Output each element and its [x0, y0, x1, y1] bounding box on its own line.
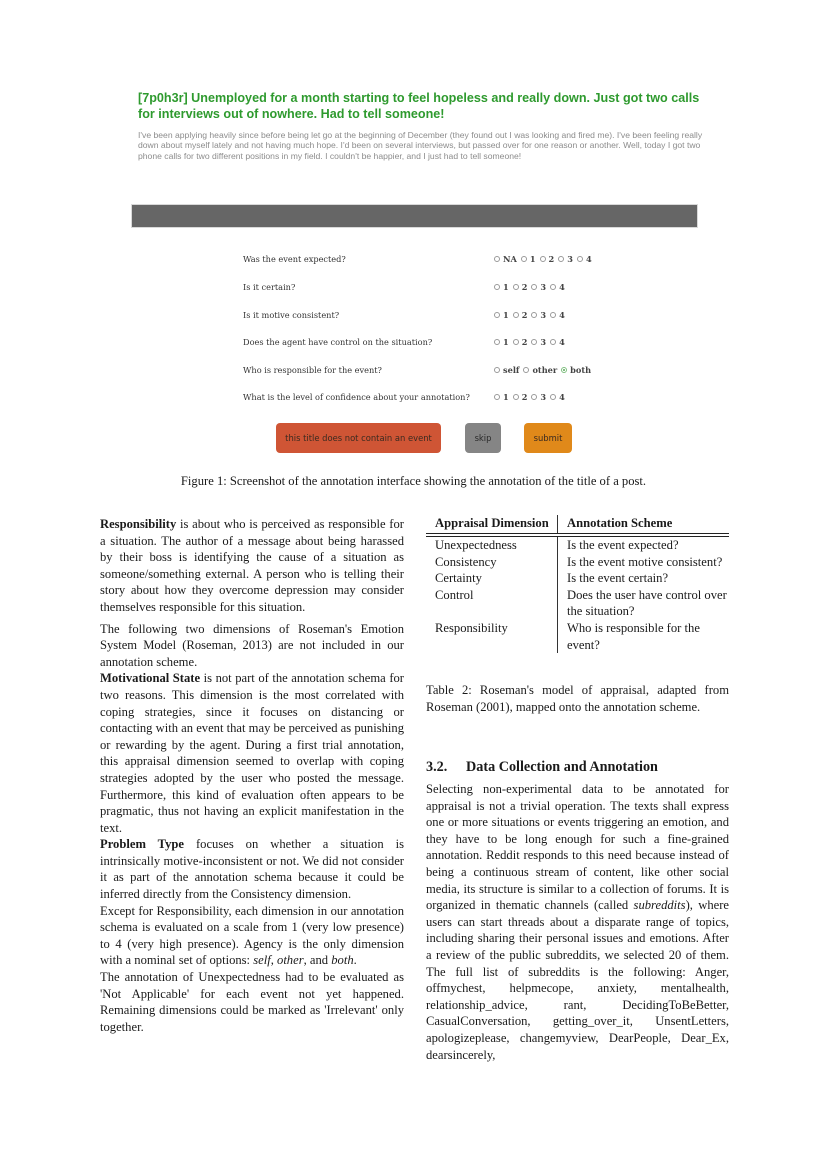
- radio-option[interactable]: [494, 282, 509, 292]
- term-problem-type: Problem Type: [100, 837, 185, 852]
- radio-label: 4: [559, 310, 565, 320]
- cell-scheme: Is the event expected?: [557, 537, 729, 554]
- radio-label: 1: [503, 282, 509, 292]
- question-row: [243, 365, 643, 379]
- section-body: [426, 781, 729, 1063]
- paragraph-data-collection: [426, 781, 729, 1063]
- figure-caption: Figure 1: Screenshot of the annotation interface showing the annotation of the title of a post.: [180, 474, 647, 488]
- radio-option[interactable]: [513, 337, 528, 347]
- radio-option[interactable]: [550, 282, 565, 292]
- skip-button[interactable]: skip: [465, 423, 501, 453]
- section-number: 3.2.: [426, 759, 448, 775]
- radio-checked-icon[interactable]: [561, 367, 567, 373]
- radio-option[interactable]: [550, 337, 565, 347]
- radio-label: 1: [503, 310, 509, 320]
- radio-option[interactable]: [494, 254, 517, 264]
- cell-dimension: Unexpectedness: [435, 538, 517, 552]
- post-body: I've been applying heavily since before being let go at the beginning of December (they found out I was looking and fired me). I've been feeling really down about myself lately and not having much hope. I'd been on several interviews, but passed over for one reason or another. Well, today I got two phone calls for two different positions in my field. I couldn't be happier, and I just had to tell someone!: [138, 130, 703, 161]
- radio-option[interactable]: [561, 365, 591, 375]
- cell-dimension: Certainty: [435, 571, 482, 586]
- cell-scheme: Does the user have control over the situation?: [557, 587, 729, 620]
- radio-unchecked-icon[interactable]: [540, 256, 546, 262]
- radio-label: 4: [559, 392, 565, 402]
- radio-unchecked-icon[interactable]: [523, 367, 529, 373]
- term-self: self: [253, 953, 271, 968]
- radio-label: 1: [529, 254, 536, 264]
- radio-option[interactable]: [513, 310, 528, 320]
- paragraph-text: Except for Responsibility, each dimension in our annotation schema is evaluated on a scale from 1 (very low presence) to 4 (very high presence). Agency is the only dimension with a nominal set of options:: [100, 903, 404, 968]
- table-body: [426, 537, 729, 653]
- section-title: Data Collection and Annotation: [466, 759, 658, 775]
- radio-option[interactable]: [577, 254, 592, 264]
- radio-unchecked-icon[interactable]: [521, 256, 527, 262]
- radio-unchecked-icon[interactable]: [550, 394, 556, 400]
- radio-label: 2: [521, 337, 528, 347]
- question-label: Is it motive consistent?: [243, 310, 340, 320]
- radio-group: [494, 254, 596, 264]
- paragraph-problem-type: [100, 836, 404, 902]
- radio-unchecked-icon[interactable]: [513, 312, 519, 318]
- question-label: Who is responsible for the event?: [243, 365, 382, 375]
- radio-unchecked-icon[interactable]: [513, 339, 519, 345]
- paragraph-text: is not part of the annotation schema for two reasons. This dimension is the most correlated with coping strategies, since it focuses on distancing or contacting with an event that may be perceived as punishing or rewarding by the agent. During a first trial annotation, this appraisal dimension seemed to overlap with coping strategies adopted by the user who posted the message. Furthermore, this kind of evaluation often appears to be pragmatic, thus not having an explicit manifestation in the text.: [100, 671, 405, 835]
- radio-option[interactable]: [494, 392, 509, 402]
- question-row: [243, 310, 643, 324]
- header-appraisal-dimension: Appraisal Dimension: [435, 516, 549, 530]
- term-subreddits: subreddits: [633, 898, 686, 913]
- radio-option[interactable]: [531, 392, 546, 402]
- radio-unchecked-icon[interactable]: [531, 394, 537, 400]
- cell-dimension: Consistency: [435, 554, 497, 569]
- radio-label: self: [503, 365, 520, 375]
- paragraph-text: is about who is perceived as responsible for a situation. The author of a message about being harassed by their boss is identifying the cause of a situation as someone/something external. A person who is telling their story about how they overcome depression may consider themselves responsible for this situation.: [100, 517, 404, 614]
- radio-label: 2: [521, 392, 528, 402]
- table-row: [426, 537, 729, 554]
- cell-scheme: Is the event motive consistent?: [557, 554, 729, 571]
- cell-dimension: Control: [435, 587, 474, 602]
- radio-label: 3: [540, 310, 547, 320]
- radio-option[interactable]: [513, 282, 528, 292]
- question-row: [243, 254, 643, 268]
- radio-unchecked-icon[interactable]: [531, 339, 537, 345]
- radio-option[interactable]: [540, 254, 555, 264]
- question-row: [243, 392, 643, 406]
- radio-unchecked-icon[interactable]: [550, 284, 556, 290]
- radio-group: [494, 337, 569, 347]
- radio-unchecked-icon[interactable]: [550, 312, 556, 318]
- radio-unchecked-icon[interactable]: [494, 339, 500, 345]
- radio-unchecked-icon[interactable]: [513, 284, 519, 290]
- radio-label: both: [570, 365, 592, 375]
- radio-label: other: [532, 365, 558, 375]
- paragraph-dimensions-intro: The following two dimensions of Roseman's Emotion System Model (Roseman, 2013) are not included in our annotation scheme.: [100, 621, 404, 669]
- paragraph-scale: [100, 903, 404, 969]
- radio-option[interactable]: [531, 282, 546, 292]
- radio-label: 2: [548, 254, 555, 264]
- radio-unchecked-icon[interactable]: [531, 284, 537, 290]
- term-both: both: [331, 953, 354, 968]
- table-row: [426, 570, 729, 587]
- paragraph-text: Selecting non-experimental data to be annotated for appraisal is not a trivial operation. The texts shall express one or more situations or events triggering an emotion, and they have to be long enough for such a fine-grained annotation. Reddit responds to this need because instead of being a continuous stream of content, like other social media, its structure is similar to a collection of forums. It is organized in thematic channels (called: [426, 782, 729, 913]
- no-event-button[interactable]: this title does not contain an event: [276, 423, 441, 453]
- paragraph-unexpectedness: The annotation of Unexpectedness had to be evaluated as 'Not Applicable' for each event not yet happened. Remaining dimensions could be marked as 'Irrelevant' only together.: [100, 970, 404, 1034]
- radio-label: 3: [540, 392, 547, 402]
- paragraph-responsibility: [100, 516, 404, 616]
- radio-option[interactable]: [494, 365, 519, 375]
- question-row: [243, 282, 643, 296]
- question-label: Is it certain?: [243, 282, 296, 292]
- left-column: [100, 516, 404, 1035]
- progress-bar: [131, 204, 698, 228]
- radio-option[interactable]: [521, 254, 536, 264]
- radio-group: [494, 392, 569, 402]
- radio-label: 2: [521, 282, 528, 292]
- radio-unchecked-icon[interactable]: [494, 284, 500, 290]
- radio-unchecked-icon[interactable]: [577, 256, 583, 262]
- radio-option[interactable]: [531, 337, 546, 347]
- term-other: other: [277, 953, 304, 968]
- question-label: Does the agent have control on the situation?: [243, 337, 433, 347]
- submit-button[interactable]: submit: [524, 423, 572, 453]
- radio-unchecked-icon[interactable]: [494, 312, 500, 318]
- radio-option[interactable]: [558, 254, 573, 264]
- paragraph-motivational-state: [100, 670, 404, 836]
- cell-scheme: Is the event certain?: [557, 570, 729, 587]
- term-motivational-state: Motivational State: [100, 671, 201, 686]
- radio-unchecked-icon[interactable]: [494, 394, 500, 400]
- question-label: Was the event expected?: [243, 254, 346, 264]
- paragraph-text: .: [353, 953, 357, 968]
- radio-unchecked-icon[interactable]: [531, 312, 537, 318]
- radio-group: [494, 282, 569, 292]
- paragraph-text: ), where users can start threads about a disparate range of topics, including sharing their personal issues and emotions. After a review of the public subreddits, we selected 20 of them. The full list of subreddits is the following: Anger, offmychest, helpmecope, anxiety, mentalhealth, relationship_advice, rant, DecidingToBeBetter, CasualConversation, getting_over_it, UnsentLetters, apologizeplease, changemyview, DearPeople, Dear_Ex, dearsincerely,: [426, 898, 729, 1062]
- table-row: [426, 587, 729, 620]
- radio-label: 1: [503, 337, 509, 347]
- question-row: [243, 337, 643, 351]
- radio-option[interactable]: [531, 310, 546, 320]
- radio-option[interactable]: [513, 392, 528, 402]
- radio-label: 2: [521, 310, 528, 320]
- radio-label: 1: [503, 392, 509, 402]
- post-title: [7p0h3r] Unemployed for a month starting to feel hopeless and really down. Just got two calls for interviews out of nowhere. Had to tell someone!: [138, 91, 700, 121]
- table-row: [426, 554, 729, 571]
- radio-unchecked-icon[interactable]: [513, 394, 519, 400]
- table-row: [426, 620, 729, 653]
- radio-label: 4: [559, 337, 565, 347]
- radio-label: 3: [567, 254, 573, 264]
- radio-unchecked-icon[interactable]: [494, 367, 500, 373]
- cell-dimension: Responsibility: [435, 620, 508, 635]
- radio-group: [494, 310, 569, 320]
- radio-label: 4: [559, 282, 565, 292]
- paragraph-text: ,: [270, 953, 278, 968]
- radio-label: NA: [503, 254, 517, 264]
- paragraph-text: focuses on whether a situation is intrinsically motive-inconsistent or not. We did not consider it as part of the annotation schema because it could be inferred directly from the Consistency dimension.: [100, 837, 404, 902]
- radio-unchecked-icon[interactable]: [550, 339, 556, 345]
- radio-option[interactable]: [523, 365, 557, 375]
- term-responsibility: Responsibility: [100, 517, 177, 531]
- radio-option[interactable]: [494, 337, 509, 347]
- radio-label: 3: [540, 337, 547, 347]
- radio-label: 3: [540, 282, 547, 292]
- appraisal-table: [426, 515, 729, 653]
- table-header: [426, 515, 729, 533]
- radio-option[interactable]: [494, 310, 509, 320]
- header-annotation-scheme: Annotation Scheme: [557, 515, 729, 533]
- radio-option[interactable]: [550, 392, 565, 402]
- radio-option[interactable]: [550, 310, 565, 320]
- radio-unchecked-icon[interactable]: [558, 256, 564, 262]
- section-heading: [426, 759, 658, 776]
- cell-scheme: Who is responsible for the event?: [557, 620, 729, 653]
- radio-unchecked-icon[interactable]: [494, 256, 500, 262]
- radio-label: 4: [585, 254, 592, 264]
- radio-group: [494, 365, 595, 375]
- question-label: What is the level of confidence about your annotation?: [243, 392, 470, 402]
- table-caption: Table 2: Roseman's model of appraisal, adapted from Roseman (2001), mapped onto the annotation scheme.: [426, 683, 729, 714]
- paragraph-text: , and: [303, 953, 332, 968]
